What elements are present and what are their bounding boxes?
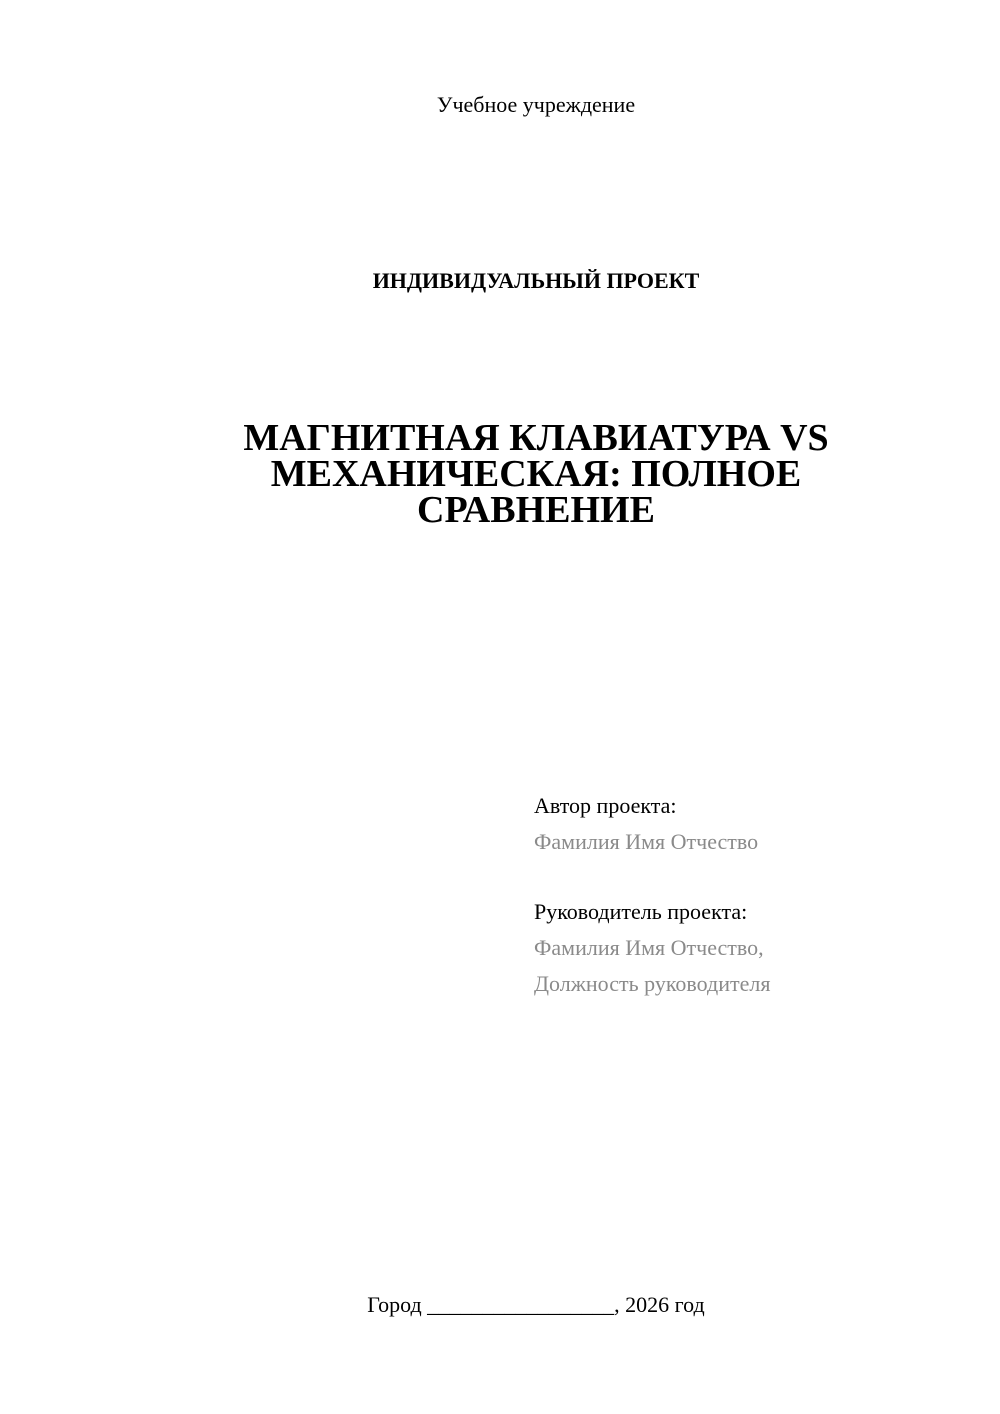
author-label: Автор проекта:: [534, 793, 677, 818]
supervisor-position-placeholder: Должность руководителя: [534, 971, 771, 996]
title-line: СРАВНЕНИЕ: [417, 489, 655, 531]
institution-name: Учебное учреждение: [436, 92, 636, 117]
supervisor-name-placeholder: Фамилия Имя Отчество,: [534, 935, 764, 960]
title-line: МАГНИТНАЯ КЛАВИАТУРА VS: [243, 417, 829, 459]
footer-city-year: [0, 1290, 1000, 1320]
title-line: МЕХАНИЧЕСКАЯ: ПОЛНОЕ: [270, 453, 802, 495]
project-title: [200, 417, 872, 531]
year-text: , 2026 год: [614, 1292, 705, 1317]
project-type-heading: ИНДИВИДУАЛЬНЫЙ ПРОЕКТ: [372, 268, 700, 293]
city-label: Город: [367, 1292, 422, 1317]
project-info-block: [534, 788, 974, 1002]
supervisor-label: Руководитель проекта:: [534, 899, 748, 924]
city-blank-line: _________________: [427, 1292, 615, 1317]
author-name-placeholder: Фамилия Имя Отчество: [534, 829, 759, 854]
